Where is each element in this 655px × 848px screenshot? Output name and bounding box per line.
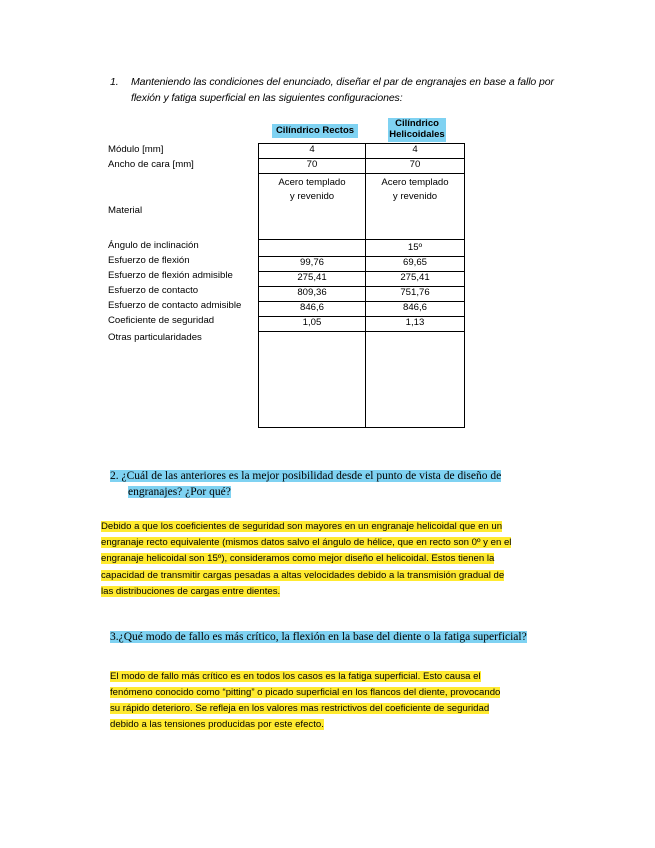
cell-material-recto bbox=[259, 174, 366, 240]
header-cilindrico-rectos: Cilíndrico Rectos bbox=[272, 124, 358, 138]
answer-2-line bbox=[101, 584, 541, 600]
cell-flexion-adm-helicoidal: 275,41 bbox=[366, 272, 465, 287]
answer-3-line bbox=[110, 701, 540, 717]
table-row bbox=[259, 287, 465, 302]
answer-3-line bbox=[110, 717, 540, 733]
header-cilindrico-helicoidales bbox=[388, 118, 446, 142]
answer-3-line2: fenómeno conocido como “pitting” o picado superficial en los flancos del diente, provocando bbox=[110, 687, 501, 698]
answer-2-line bbox=[101, 535, 541, 551]
cell-ancho-helicoidal: 70 bbox=[366, 159, 465, 174]
answer-3-line4: debido a las tensiones producidas por este efecto. bbox=[110, 719, 324, 730]
answer-3-line bbox=[110, 685, 540, 701]
cell-otras-helicoidal bbox=[366, 332, 465, 428]
cell-contacto-adm-helicoidal: 846,6 bbox=[366, 302, 465, 317]
question-2-line1 bbox=[110, 468, 520, 484]
material-recto-line2: y revenido bbox=[289, 191, 335, 202]
material-helicoidal-line2: y revenido bbox=[392, 191, 438, 202]
spec-table bbox=[258, 143, 465, 428]
answer-3-line bbox=[110, 669, 540, 685]
answer-2-line5: las distribuciones de cargas entre dientes. bbox=[101, 585, 281, 597]
answer-3-line1: El modo de fallo más crítico es en todos los casos es la fatiga superficial. Esto causa el bbox=[110, 671, 481, 682]
question-1-text: Manteniendo las condiciones del enunciado, diseñar el par de engranajes en base a fallo por flexión y fatiga superficial en las siguientes configuraciones: bbox=[131, 76, 554, 104]
question-2 bbox=[110, 468, 520, 500]
answer-2-line bbox=[101, 551, 541, 567]
cell-coef-helicoidal: 1,13 bbox=[366, 317, 465, 332]
answer-2-line3: engranaje helicoidal son 15º), consideramos como mejor diseño el helicoidal. Estos tienen la bbox=[101, 553, 495, 565]
row-label-modulo: Módulo [mm] bbox=[108, 144, 164, 155]
cell-modulo-helicoidal: 4 bbox=[366, 144, 465, 159]
question-2-number: 2. bbox=[110, 470, 119, 482]
question-2-text2: engranajes? ¿Por qué? bbox=[128, 486, 231, 498]
table-row bbox=[259, 272, 465, 287]
answer-2-line bbox=[101, 519, 541, 535]
header-helicoidales-line1: Cilíndrico bbox=[395, 118, 439, 129]
question-2-line2 bbox=[110, 484, 520, 500]
row-label-otras: Otras particularidades bbox=[108, 332, 202, 343]
cell-flexion-adm-recto: 275,41 bbox=[259, 272, 366, 287]
cell-contacto-helicoidal: 751,76 bbox=[366, 287, 465, 302]
row-label-ancho: Ancho de cara [mm] bbox=[108, 159, 194, 170]
question-3 bbox=[110, 629, 527, 645]
answer-2-line4: capacidad de transmitir cargas pesadas a altas velocidades debido a la transmisión gradual de bbox=[101, 569, 505, 581]
question-1 bbox=[110, 74, 560, 106]
cell-contacto-recto: 809,36 bbox=[259, 287, 366, 302]
table-row bbox=[259, 174, 465, 240]
cell-flexion-recto: 99,76 bbox=[259, 257, 366, 272]
cell-otras-recto bbox=[259, 332, 366, 428]
answer-3-line3: su rápido deterioro. Se refleja en los valores mas restrictivos del coeficiente de seguridad bbox=[110, 703, 490, 714]
cell-ancho-recto: 70 bbox=[259, 159, 366, 174]
question-1-number: 1. bbox=[110, 76, 119, 88]
row-label-material: Material bbox=[108, 205, 143, 216]
header-helicoidales-line2: Helicoidales bbox=[389, 129, 445, 140]
row-label-contacto-admisible: Esfuerzo de contacto admisible bbox=[108, 300, 242, 311]
cell-modulo-recto: 4 bbox=[259, 144, 366, 159]
table-row bbox=[259, 302, 465, 317]
answer-2-line bbox=[101, 568, 541, 584]
cell-material-helicoidal bbox=[366, 174, 465, 240]
cell-flexion-helicoidal: 69,65 bbox=[366, 257, 465, 272]
row-label-coeficiente: Coeficiente de seguridad bbox=[108, 315, 215, 326]
table-row bbox=[259, 159, 465, 174]
row-label-flexion-admisible: Esfuerzo de flexión admisible bbox=[108, 270, 233, 281]
cell-angulo-helicoidal: 15º bbox=[366, 240, 465, 257]
table-row bbox=[259, 240, 465, 257]
material-recto-line1: Acero templado bbox=[278, 177, 346, 188]
material-helicoidal-line1: Acero templado bbox=[381, 177, 449, 188]
question-3-text: 3.¿Qué modo de fallo es más crítico, la flexión en la base del diente o la fatiga superficial? bbox=[110, 631, 527, 643]
row-label-angulo: Ángulo de inclinación bbox=[108, 240, 199, 251]
table-row bbox=[259, 317, 465, 332]
table-row bbox=[259, 332, 465, 428]
table-row bbox=[259, 257, 465, 272]
row-label-esfuerzo-flexion: Esfuerzo de flexión bbox=[108, 255, 190, 266]
answer-2-line1: Debido a que los coeficientes de seguridad son mayores en un engranaje helicoidal que en un bbox=[101, 521, 503, 532]
row-label-esfuerzo-contacto: Esfuerzo de contacto bbox=[108, 285, 199, 296]
cell-contacto-adm-recto: 846,6 bbox=[259, 302, 366, 317]
cell-angulo-recto bbox=[259, 240, 366, 257]
question-2-text1: ¿Cuál de las anteriores es la mejor posibilidad desde el punto de vista de diseño de bbox=[121, 470, 502, 482]
answer-2 bbox=[101, 519, 541, 600]
answer-3 bbox=[110, 669, 540, 733]
answer-2-line2: engranaje recto equivalente (mismos datos salvo el ángulo de hélice, que en recto son 0º y en el bbox=[101, 537, 512, 549]
cell-coef-recto: 1,05 bbox=[259, 317, 366, 332]
table-row bbox=[259, 144, 465, 159]
